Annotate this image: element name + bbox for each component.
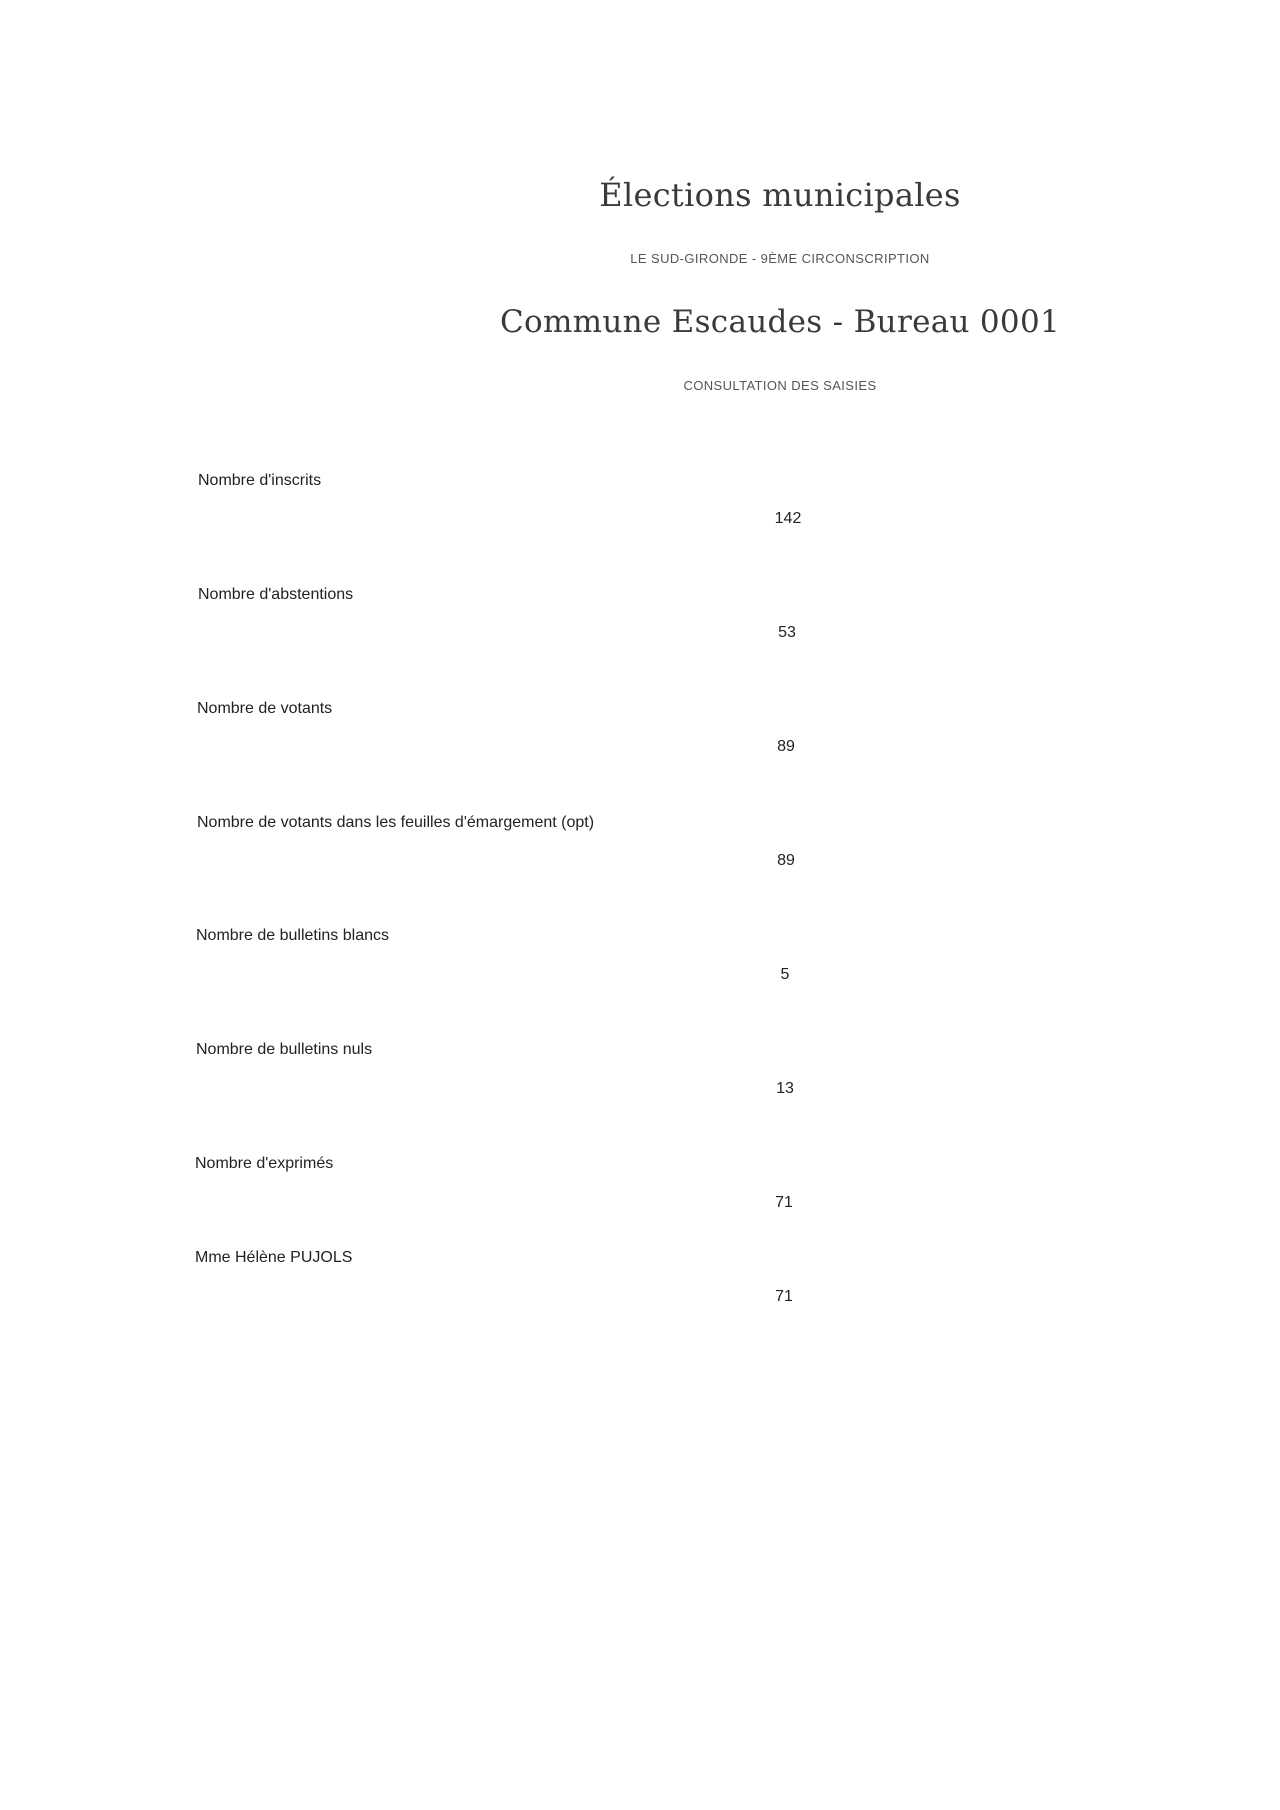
page-title: Élections municipales [599,176,961,214]
commune-title: Commune Escaudes - Bureau 0001 [499,304,1061,340]
result-value-blancs: 5 [780,966,790,983]
circonscription-subtitle: LE SUD-GIRONDE - 9ÈME CIRCONSCRIPTION [630,251,930,266]
result-label-abstentions: Nombre d'abstentions [198,586,354,603]
section-subtitle: CONSULTATION DES SAISIES [683,378,877,393]
result-label-exprimes: Nombre d'exprimés [195,1155,334,1172]
result-label-emargement: Nombre de votants dans les feuilles d'émargement (opt) [197,814,595,831]
result-value-candidate: 71 [775,1288,793,1305]
result-label-nuls: Nombre de bulletins nuls [196,1041,373,1058]
result-value-emargement: 89 [777,852,795,869]
result-label-candidate: Mme Hélène PUJOLS [195,1249,353,1266]
result-value-exprimes: 71 [775,1194,793,1211]
result-label-votants: Nombre de votants [197,700,333,717]
result-label-blancs: Nombre de bulletins blancs [196,927,389,944]
result-value-inscrits: 142 [774,510,802,527]
result-label-inscrits: Nombre d'inscrits [198,472,322,489]
result-value-nuls: 13 [776,1080,794,1097]
result-value-abstentions: 53 [778,624,796,641]
result-value-votants: 89 [777,738,795,755]
